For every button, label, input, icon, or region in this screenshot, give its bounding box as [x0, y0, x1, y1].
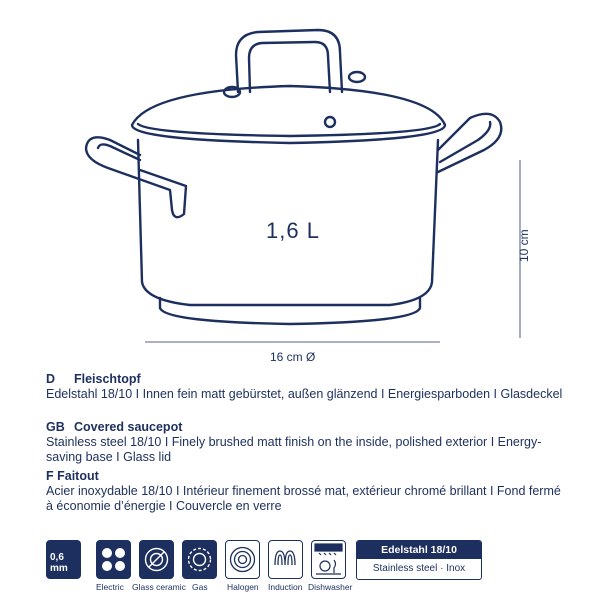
electric-icon — [96, 540, 131, 579]
dishwasher-icon — [311, 540, 346, 579]
gas-label: Gas — [192, 582, 208, 592]
induction-icon — [268, 540, 303, 579]
thickness-text: 0,6 mm — [50, 552, 68, 574]
description-de — [46, 372, 566, 402]
product-title: Covered saucepot — [74, 420, 183, 434]
right-handle — [438, 114, 501, 172]
halogen-icon — [225, 540, 260, 579]
product-title: Faitout — [57, 469, 99, 483]
language-code: D — [46, 372, 56, 386]
product-title: Fleischtopf — [74, 372, 141, 386]
left-handle — [86, 137, 186, 217]
halogen-label: Halogen — [227, 582, 259, 592]
product-text: Acier inoxydable 18/10 I Intérieur finement brossé mat, extérieur chromé brillant I Fond fermé à économie d’énergie I Couvercle en verre — [46, 484, 561, 513]
material-primary: Edelstahl 18/10 — [357, 541, 481, 559]
lid-handle — [236, 30, 342, 92]
glass-ceramic-icon — [139, 540, 174, 579]
electric-label: Electric — [96, 582, 124, 592]
induction-label: Induction — [268, 582, 303, 592]
product-text: Edelstahl 18/10 I Innen fein matt gebürstet, außen glänzend I Energiesparboden I Glasdeckel — [46, 387, 563, 401]
capacity-label: 1,6 L — [266, 218, 320, 243]
height-label: 10 cm — [517, 229, 531, 262]
description-fr — [46, 469, 566, 514]
material-secondary: Stainless steel · Inox — [372, 563, 466, 574]
base-thickness-badge — [46, 540, 81, 579]
language-code: F — [46, 469, 54, 483]
lid — [132, 86, 445, 143]
diameter-label: 16 cm Ø — [270, 350, 316, 364]
gas-icon — [182, 540, 217, 579]
dishwasher-label: Dishwasher — [308, 582, 353, 592]
glass-ceramic-label: Glass ceramic — [132, 582, 186, 592]
material-badge — [356, 540, 482, 580]
language-code: GB — [46, 420, 65, 434]
product-text: Stainless steel 18/10 I Finely brushed matt finish on the inside, polished exterior I Energy-saving base I Glass lid — [46, 435, 542, 464]
description-gb — [46, 420, 566, 465]
